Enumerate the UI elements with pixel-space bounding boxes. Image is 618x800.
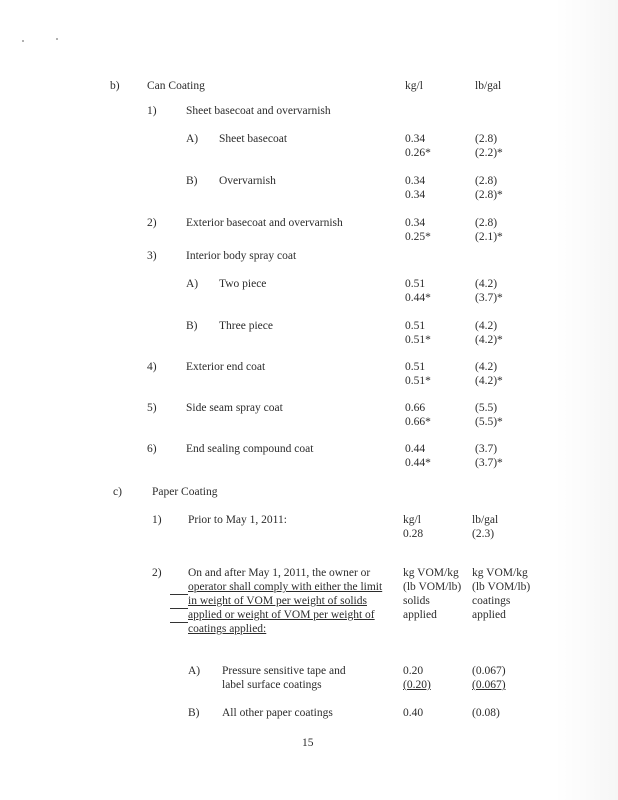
column-header-solids: kg VOM/kg <box>403 567 459 579</box>
metric-value: 0.44* <box>405 457 431 469</box>
item-number: 6) <box>147 443 157 455</box>
english-value: (0.067) <box>472 679 506 691</box>
subitem-label: Pressure sensitive tape and <box>222 665 346 677</box>
english-value: (2.8) <box>475 175 498 187</box>
subitem-letter: B) <box>188 707 200 719</box>
item-number: 1) <box>147 105 157 117</box>
item-label: Prior to May 1, 2011: <box>188 514 287 526</box>
subitem-label: Three piece <box>219 320 273 332</box>
english-value: (2.3) <box>472 528 495 540</box>
item-text-line: operator shall comply with either the limit <box>188 581 383 593</box>
item-label: Side seam spray coat <box>186 402 283 414</box>
item-number: 2) <box>152 567 162 579</box>
english-value: (0.067) <box>472 665 506 677</box>
unit-english-header: lb/gal <box>475 80 502 92</box>
english-value: (4.2)* <box>475 375 503 387</box>
metric-value: 0.66 <box>405 402 426 414</box>
metric-value: 0.26* <box>405 147 431 159</box>
english-value: (2.8) <box>475 133 498 145</box>
metric-value: 0.51* <box>405 375 431 387</box>
english-value: (4.2) <box>475 361 498 373</box>
metric-value: 0.28 <box>403 528 424 540</box>
item-number: 1) <box>152 514 162 526</box>
underline-extension <box>170 608 188 609</box>
item-text-line: coatings applied: <box>188 623 267 635</box>
page-number: 15 <box>302 737 314 749</box>
english-value: (3.7) <box>475 443 498 455</box>
subitem-letter: B) <box>186 320 198 332</box>
subitem-label: label surface coatings <box>222 679 322 691</box>
english-value: (2.8) <box>475 217 498 229</box>
english-value: (2.2)* <box>475 147 503 159</box>
english-value: (5.5) <box>475 402 498 414</box>
item-text-line: On and after May 1, 2011, the owner or <box>188 567 371 579</box>
metric-value: 0.66* <box>405 416 431 428</box>
metric-value: 0.51* <box>405 334 431 346</box>
english-value: (0.08) <box>472 707 500 719</box>
item-text-line: in weight of VOM per weight of solids <box>188 595 367 607</box>
english-value: (3.7)* <box>475 292 503 304</box>
section-c-title: Paper Coating <box>152 486 218 498</box>
item-label: Exterior end coat <box>186 361 266 373</box>
item-number: 5) <box>147 402 157 414</box>
section-b-title: Can Coating <box>147 80 205 92</box>
metric-value: 0.44* <box>405 292 431 304</box>
metric-value: 0.34 <box>405 175 426 187</box>
scan-speck <box>22 40 24 42</box>
metric-value: 0.44 <box>405 443 426 455</box>
scan-shadow <box>554 0 618 800</box>
subitem-letter: A) <box>188 665 201 677</box>
underline-extension <box>170 594 188 595</box>
metric-value: (0.20) <box>403 679 431 691</box>
metric-value: 0.51 <box>405 278 426 290</box>
subitem-label: Sheet basecoat <box>219 133 288 145</box>
metric-value: 0.20 <box>403 665 424 677</box>
column-header-solids: applied <box>403 609 437 621</box>
item-number: 3) <box>147 250 157 262</box>
metric-value: 0.40 <box>403 707 424 719</box>
subitem-letter: A) <box>186 133 199 145</box>
column-header-coatings: kg VOM/kg <box>472 567 528 579</box>
column-header-coatings: coatings <box>472 595 511 607</box>
english-value: (4.2) <box>475 278 498 290</box>
item-label: Interior body spray coat <box>186 250 297 262</box>
metric-value: 0.34 <box>405 217 426 229</box>
item-text-line: applied or weight of VOM per weight of <box>188 609 375 621</box>
column-header-coatings: applied <box>472 609 506 621</box>
underline-extension <box>170 622 188 623</box>
scan-speck <box>56 38 58 40</box>
section-c-letter: c) <box>113 486 122 498</box>
item-label: End sealing compound coat <box>186 443 314 455</box>
metric-value: 0.34 <box>405 189 426 201</box>
english-value: (2.1)* <box>475 231 503 243</box>
english-value: (5.5)* <box>475 416 503 428</box>
subitem-label: Overvarnish <box>219 175 276 187</box>
item-label: Sheet basecoat and overvarnish <box>186 105 331 117</box>
subitem-letter: A) <box>186 278 199 290</box>
column-header-solids: solids <box>403 595 430 607</box>
english-value: (4.2)* <box>475 334 503 346</box>
english-value: (2.8)* <box>475 189 503 201</box>
section-b-letter: b) <box>110 80 120 92</box>
subitem-label: Two piece <box>219 278 267 290</box>
unit-english-header: lb/gal <box>472 514 499 526</box>
metric-value: 0.34 <box>405 133 426 145</box>
english-value: (3.7)* <box>475 457 503 469</box>
metric-value: 0.51 <box>405 320 426 332</box>
item-number: 4) <box>147 361 157 373</box>
unit-metric-header: kg/l <box>405 80 423 92</box>
metric-value: 0.51 <box>405 361 426 373</box>
item-number: 2) <box>147 217 157 229</box>
metric-value: 0.25* <box>405 231 431 243</box>
subitem-label: All other paper coatings <box>222 707 333 719</box>
item-label: Exterior basecoat and overvarnish <box>186 217 343 229</box>
subitem-letter: B) <box>186 175 198 187</box>
column-header-coatings: (lb VOM/lb) <box>472 581 531 593</box>
english-value: (4.2) <box>475 320 498 332</box>
column-header-solids: (lb VOM/lb) <box>403 581 462 593</box>
unit-metric-header: kg/l <box>403 514 421 526</box>
